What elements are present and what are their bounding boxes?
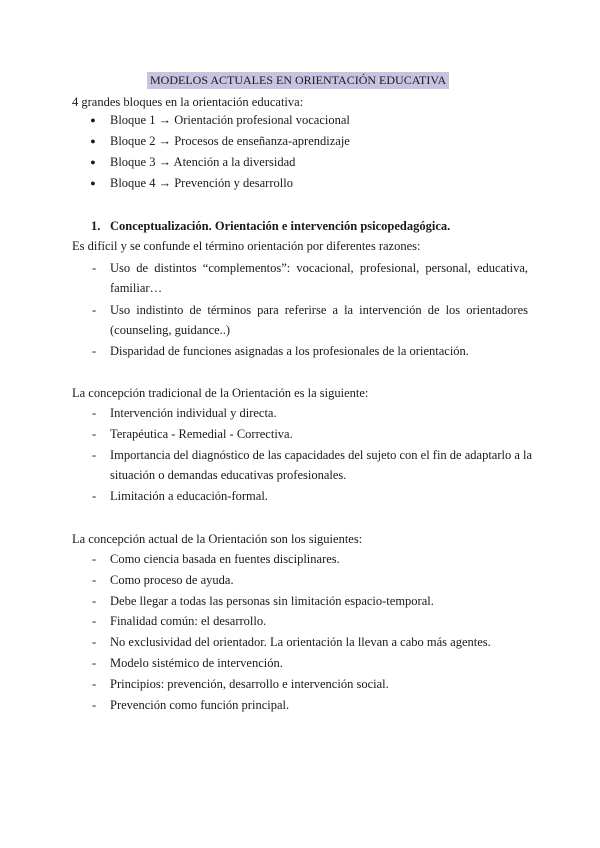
dash-marker: - [92, 594, 97, 608]
dash-marker: - [92, 573, 97, 587]
list-item: Debe llegar a todas las personas sin limitación espacio-temporal. [110, 594, 434, 608]
document-title: MODELOS ACTUALES EN ORIENTACIÓN EDUCATIVA [147, 72, 449, 89]
dash-marker: - [92, 261, 97, 275]
block-item: Bloque 4 → Prevención y desarrollo [110, 176, 293, 190]
dash-marker: - [92, 698, 97, 712]
list-item: Terapéutica - Remedial - Correctiva. [110, 427, 293, 441]
list-item: Importancia del diagnóstico de las capacidades del sujeto con el fin de adaptarlo a la [110, 448, 533, 462]
section-heading: Conceptualización. Orientación e intervención psicopedagógica. [110, 219, 451, 233]
dash-marker: - [92, 489, 97, 503]
paragraph-lead: La concepción actual de la Orientación son los siguientes: [72, 532, 363, 546]
bullet-icon: ● [90, 136, 96, 146]
bullet-icon: ● [90, 157, 96, 167]
dash-marker: - [92, 552, 97, 566]
list-item: Intervención individual y directa. [110, 406, 277, 420]
dash-marker: - [92, 448, 97, 462]
list-item: Como ciencia basada en fuentes disciplinares. [110, 552, 340, 566]
block-item: Bloque 1 → Orientación profesional vocacional [110, 113, 350, 127]
list-item-continuation: (counseling, guidance..) [110, 323, 231, 337]
list-item: Finalidad común: el desarrollo. [110, 614, 267, 628]
bullet-icon: ● [90, 178, 96, 188]
list-item: Prevención como función principal. [110, 698, 290, 712]
list-item: Uso de distintos “complementos”: vocacional, profesional, personal, educativa, [110, 261, 528, 275]
list-item: Limitación a educación-formal. [110, 489, 268, 503]
block-item: Bloque 2 → Procesos de enseñanza-aprendizaje [110, 134, 350, 148]
dash-marker: - [92, 635, 97, 649]
dash-marker: - [92, 406, 97, 420]
list-item-continuation: situación o demandas educativas profesionales. [110, 468, 347, 482]
list-item: Modelo sistémico de intervención. [110, 656, 283, 670]
paragraph-lead: La concepción tradicional de la Orientación es la siguiente: [72, 386, 369, 400]
list-item: Principios: prevención, desarrollo e intervención social. [110, 677, 389, 691]
list-item-continuation: familiar… [110, 281, 163, 295]
dash-marker: - [92, 677, 97, 691]
dash-marker: - [92, 614, 97, 628]
list-item: Como proceso de ayuda. [110, 573, 234, 587]
list-item: Disparidad de funciones asignadas a los profesionales de la orientación. [110, 344, 469, 358]
dash-marker: - [92, 344, 97, 358]
dash-marker: - [92, 656, 97, 670]
dash-marker: - [92, 303, 97, 317]
intro-line: 4 grandes bloques en la orientación educativa: [72, 95, 304, 109]
list-item: No exclusividad del orientador. La orientación la llevan a cabo más agentes. [110, 635, 491, 649]
dash-marker: - [92, 427, 97, 441]
block-item: Bloque 3 → Atención a la diversidad [110, 155, 296, 169]
bullet-icon: ● [90, 115, 96, 125]
section-number: 1. [91, 219, 101, 233]
list-item: Uso indistinto de términos para referirse a la intervención de los orientadores [110, 303, 528, 317]
paragraph-lead: Es difícil y se confunde el término orientación por diferentes razones: [72, 239, 421, 253]
